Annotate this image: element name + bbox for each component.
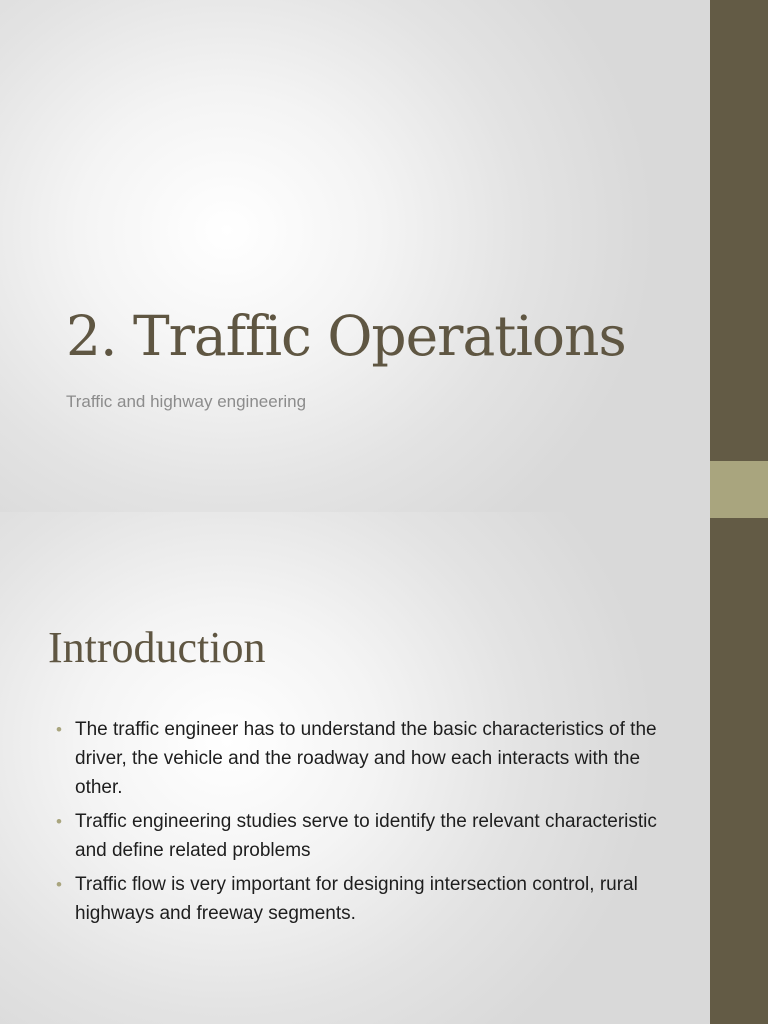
bullet-icon: • [56, 720, 62, 739]
bullet-icon: • [56, 812, 62, 831]
intro-slide [0, 512, 710, 1024]
bullet-text: Traffic flow is very important for designing intersection control, rural highways and freeway segments. [75, 874, 638, 924]
sidebar-accent-block [710, 461, 768, 518]
slide-title: 2. Traffic Operations [66, 304, 626, 368]
bullet-icon: • [56, 875, 62, 894]
bullet-item [56, 870, 686, 928]
bullet-text: The traffic engineer has to understand the basic characteristics of the driver, the vehicle and the roadway and how each interacts with the other. [75, 719, 657, 798]
intro-heading: Introduction [48, 623, 266, 672]
bullet-list [56, 715, 686, 933]
bullet-item [56, 807, 686, 865]
title-slide [0, 0, 710, 512]
slide-subtitle: Traffic and highway engineering [66, 392, 307, 411]
bullet-text: Traffic engineering studies serve to identify the relevant characteristic and define related problems [75, 811, 657, 861]
bullet-item [56, 715, 686, 802]
